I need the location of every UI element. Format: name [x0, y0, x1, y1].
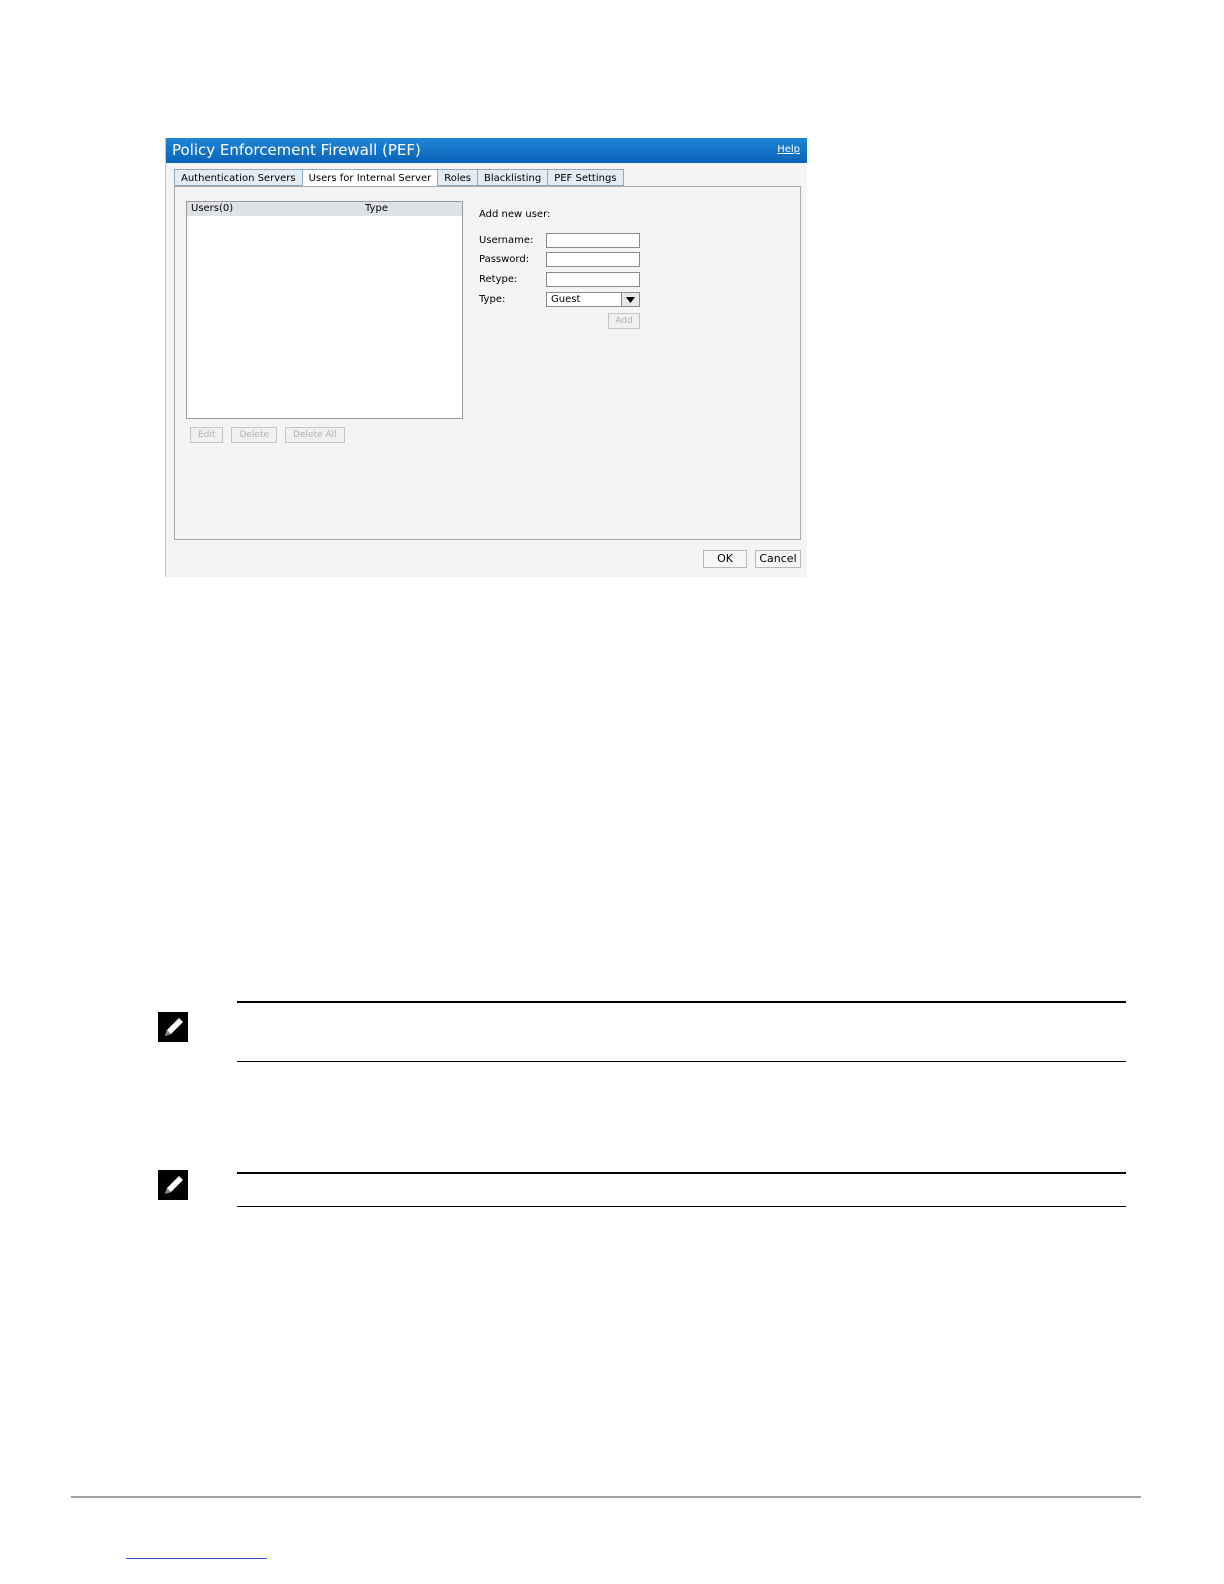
users-list-header — [187, 202, 462, 216]
note-top-rule — [237, 1001, 1126, 1003]
note-bottom-rule — [237, 1206, 1126, 1207]
tab-pef-settings[interactable]: PEF Settings — [547, 169, 623, 186]
footer-link-underline[interactable] — [126, 1558, 267, 1559]
delete-button[interactable]: Delete — [231, 427, 277, 443]
list-button-row — [190, 427, 345, 443]
dialog-titlebar — [166, 138, 807, 163]
tab-authentication-servers[interactable]: Authentication Servers — [174, 169, 302, 186]
delete-all-button[interactable]: Delete All — [285, 427, 345, 443]
note-pencil-icon — [158, 1012, 188, 1042]
tab-users-for-internal-server[interactable]: Users for Internal Server — [302, 169, 438, 187]
tab-bar — [174, 169, 624, 187]
type-label: Type: — [479, 294, 506, 305]
ok-button[interactable]: OK — [703, 550, 747, 568]
footer-rule — [71, 1496, 1141, 1498]
tab-roles[interactable]: Roles — [437, 169, 477, 186]
cancel-button[interactable]: Cancel — [755, 550, 801, 568]
add-new-user-heading: Add new user: — [479, 209, 551, 220]
pef-dialog — [165, 138, 807, 577]
edit-button[interactable]: Edit — [190, 427, 223, 443]
tab-panel — [174, 186, 801, 540]
add-button[interactable]: Add — [608, 313, 640, 329]
type-column-header[interactable]: Type — [365, 203, 388, 214]
users-list[interactable] — [186, 201, 463, 419]
users-column-header[interactable]: Users(0) — [191, 203, 234, 214]
retype-label: Retype: — [479, 274, 518, 285]
password-label: Password: — [479, 254, 530, 265]
note-bottom-rule — [237, 1061, 1126, 1062]
chevron-down-icon[interactable] — [621, 293, 639, 306]
username-label: Username: — [479, 235, 534, 246]
type-select[interactable] — [546, 292, 640, 307]
retype-field[interactable] — [546, 272, 640, 287]
note-top-rule — [237, 1172, 1126, 1174]
username-field[interactable] — [546, 233, 640, 248]
dialog-title: Policy Enforcement Firewall (PEF) — [172, 141, 421, 159]
help-link[interactable]: Help — [777, 144, 800, 155]
password-field[interactable] — [546, 252, 640, 267]
note-pencil-icon — [158, 1170, 188, 1200]
tab-blacklisting[interactable]: Blacklisting — [477, 169, 547, 186]
type-select-value: Guest — [551, 294, 581, 305]
